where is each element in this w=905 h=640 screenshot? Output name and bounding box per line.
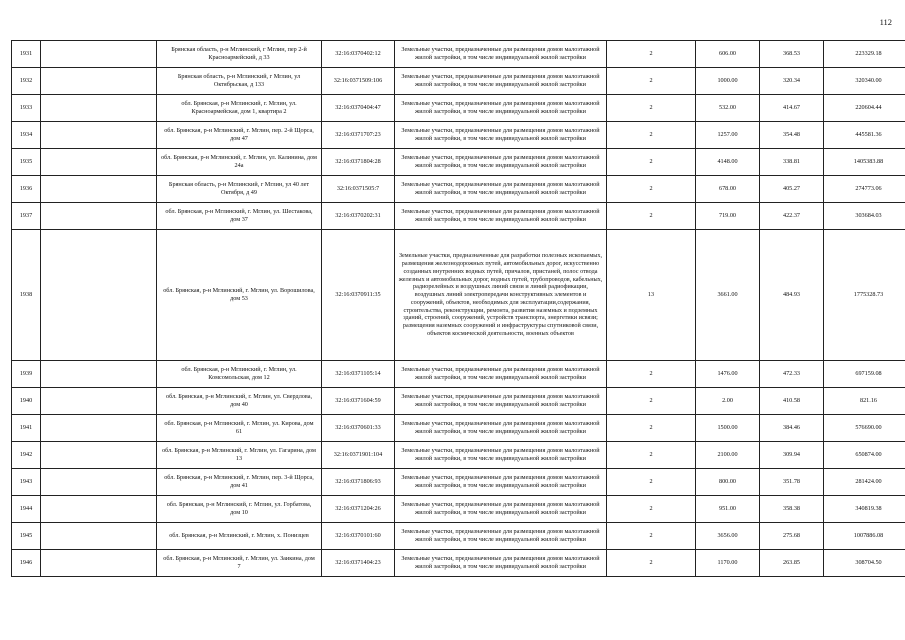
land-use-cell: Земельные участки, предназначенные для размещения домов малоэтажной жилой застройки, в том числе индивидуальной жилой застройки bbox=[395, 415, 607, 442]
row-number: 1934 bbox=[12, 122, 41, 149]
group-number-cell: 2 bbox=[607, 388, 696, 415]
area-cell: 951.00 bbox=[696, 496, 760, 523]
address-cell: обл. Брянская, р-н Мглинский, г. Мглин, ул. Гагарина, дом 13 bbox=[157, 442, 322, 469]
page-number: 112 bbox=[879, 17, 892, 27]
land-use-cell: Земельные участки, предназначенные для размещения домов малоэтажной жилой застройки, в том числе индивидуальной жилой застройки bbox=[395, 41, 607, 68]
address-cell: обл. Брянская, р-н Мглинский, г. Мглин, пер. 2-й Щорса, дом 47 bbox=[157, 122, 322, 149]
table-row bbox=[12, 523, 905, 550]
address-cell: Брянская область, р-н Мглинский, г Мглин, ул 40 лет Октября, д 49 bbox=[157, 176, 322, 203]
row-number: 1931 bbox=[12, 41, 41, 68]
specific-value-cell: 263.85 bbox=[760, 550, 824, 577]
area-cell: 800.00 bbox=[696, 469, 760, 496]
address-cell: обл. Брянская, р-н Мглинский, г. Мглин, ул. Комсомольская, дом 12 bbox=[157, 361, 322, 388]
table-row bbox=[12, 176, 905, 203]
specific-value-cell: 368.53 bbox=[760, 41, 824, 68]
blank-cell bbox=[41, 469, 157, 496]
area-cell: 719.00 bbox=[696, 203, 760, 230]
area-cell: 3656.00 bbox=[696, 523, 760, 550]
specific-value-cell: 422.37 bbox=[760, 203, 824, 230]
table-row bbox=[12, 496, 905, 523]
group-number-cell: 2 bbox=[607, 68, 696, 95]
land-use-cell: Земельные участки, предназначенные для размещения домов малоэтажной жилой застройки, в том числе индивидуальной жилой застройки bbox=[395, 176, 607, 203]
cadastral-number-cell: 32:16:0371707:23 bbox=[322, 122, 395, 149]
table-row bbox=[12, 388, 905, 415]
specific-value-cell: 338.81 bbox=[760, 149, 824, 176]
cadastral-value-cell: 576690.00 bbox=[824, 415, 905, 442]
cadastral-value-cell: 220604.44 bbox=[824, 95, 905, 122]
address-cell: Брянская область, р-н Мглинский, г Мглин, пер 2-й Красноармейский, д 33 bbox=[157, 41, 322, 68]
land-use-cell: Земельные участки, предназначенные для размещения домов малоэтажной жилой застройки, в том числе индивидуальной жилой застройки bbox=[395, 203, 607, 230]
cadastral-number-cell: 32:16:0370911:35 bbox=[322, 230, 395, 361]
row-number: 1945 bbox=[12, 523, 41, 550]
cadastral-value-cell: 1405383.88 bbox=[824, 149, 905, 176]
area-cell: 1476.00 bbox=[696, 361, 760, 388]
group-number-cell: 2 bbox=[607, 203, 696, 230]
row-number: 1941 bbox=[12, 415, 41, 442]
land-use-cell: Земельные участки, предназначенные для размещения домов малоэтажной жилой застройки, в том числе индивидуальной жилой застройки bbox=[395, 361, 607, 388]
land-use-cell: Земельные участки, предназначенные для размещения домов малоэтажной жилой застройки, в том числе индивидуальной жилой застройки bbox=[395, 95, 607, 122]
cadastral-number-cell: 32:16:0370101:60 bbox=[322, 523, 395, 550]
cadastral-value-table bbox=[11, 40, 905, 577]
specific-value-cell: 414.67 bbox=[760, 95, 824, 122]
land-use-cell: Земельные участки, предназначенные для разработки полезных ископаемых, размещения железнодорожных путей, автомобильных дорог, искусственно созданных внутренних водных путей, причалов, пристаней, полос отвода железных и автомобильных дорог, водных путей, трубопроводов, кабельных, радиорелейных и воздушных линий связи и линий радиофикации, воздушных линий электропередачи конструктивных элементов и сооружений, объектов, необходимых для эксплуатации,содержания, строительства, реконструкции, ремонта, развития наземных и подземных зданий, строений, сооружений, устройств транспорта, энергетики исвязи; размещения наземных сооружений и инфраструктуры спутниковой связи, объектов космической деятельности, военных объектов bbox=[395, 230, 607, 361]
area-cell: 1170.00 bbox=[696, 550, 760, 577]
cadastral-value-cell: 650874.00 bbox=[824, 442, 905, 469]
group-number-cell: 2 bbox=[607, 442, 696, 469]
cadastral-value-cell: 340819.38 bbox=[824, 496, 905, 523]
address-cell: обл. Брянская, р-н Мглинский, г. Мглин, ул. Свердлова, дом 40 bbox=[157, 388, 322, 415]
table-row bbox=[12, 550, 905, 577]
blank-cell bbox=[41, 550, 157, 577]
cadastral-number-cell: 32:16:0371804:28 bbox=[322, 149, 395, 176]
blank-cell bbox=[41, 41, 157, 68]
cadastral-value-cell: 1775328.73 bbox=[824, 230, 905, 361]
cadastral-number-cell: 32:16:0371509:106 bbox=[322, 68, 395, 95]
address-cell: обл. Брянская, р-н Мглинский, г. Мглин, ул. Кирова, дом 61 bbox=[157, 415, 322, 442]
specific-value-cell: 410.58 bbox=[760, 388, 824, 415]
blank-cell bbox=[41, 388, 157, 415]
land-use-cell: Земельные участки, предназначенные для размещения домов малоэтажной жилой застройки, в том числе индивидуальной жилой застройки bbox=[395, 68, 607, 95]
cadastral-number-cell: 32:16:0371901:104 bbox=[322, 442, 395, 469]
blank-cell bbox=[41, 442, 157, 469]
land-use-cell: Земельные участки, предназначенные для размещения домов малоэтажной жилой застройки, в том числе индивидуальной жилой застройки bbox=[395, 496, 607, 523]
land-use-cell: Земельные участки, предназначенные для размещения домов малоэтажной жилой застройки, в том числе индивидуальной жилой застройки bbox=[395, 388, 607, 415]
area-cell: 1257.00 bbox=[696, 122, 760, 149]
table-row bbox=[12, 149, 905, 176]
address-cell: обл. Брянская, р-н Мглинский, г. Мглин, х. Понизцев bbox=[157, 523, 322, 550]
row-number: 1932 bbox=[12, 68, 41, 95]
area-cell: 1500.00 bbox=[696, 415, 760, 442]
table-row bbox=[12, 203, 905, 230]
row-number: 1944 bbox=[12, 496, 41, 523]
table-row bbox=[12, 230, 905, 361]
blank-cell bbox=[41, 95, 157, 122]
area-cell: 2.00 bbox=[696, 388, 760, 415]
cadastral-number-cell: 32:16:0371806:93 bbox=[322, 469, 395, 496]
address-cell: обл. Брянская, р-н Мглинский, г. Мглин, ул. Заикина, дом 7 bbox=[157, 550, 322, 577]
address-cell: обл. Брянская, р-н Мглинский, г. Мглин, пер. 3-й Щорса, дом 41 bbox=[157, 469, 322, 496]
specific-value-cell: 405.27 bbox=[760, 176, 824, 203]
address-cell: обл. Брянская, р-н Мглинский, г. Мглин, ул. Ворошилова, дом 53 bbox=[157, 230, 322, 361]
row-number: 1936 bbox=[12, 176, 41, 203]
land-use-cell: Земельные участки, предназначенные для размещения домов малоэтажной жилой застройки, в том числе индивидуальной жилой застройки bbox=[395, 122, 607, 149]
specific-value-cell: 472.33 bbox=[760, 361, 824, 388]
group-number-cell: 2 bbox=[607, 415, 696, 442]
table-row bbox=[12, 41, 905, 68]
row-number: 1938 bbox=[12, 230, 41, 361]
row-number: 1939 bbox=[12, 361, 41, 388]
table-row bbox=[12, 361, 905, 388]
area-cell: 606.00 bbox=[696, 41, 760, 68]
area-cell: 1000.00 bbox=[696, 68, 760, 95]
blank-cell bbox=[41, 496, 157, 523]
cadastral-number-cell: 32:16:0371204:26 bbox=[322, 496, 395, 523]
group-number-cell: 2 bbox=[607, 523, 696, 550]
group-number-cell: 2 bbox=[607, 95, 696, 122]
group-number-cell: 2 bbox=[607, 41, 696, 68]
row-number: 1935 bbox=[12, 149, 41, 176]
table-row bbox=[12, 95, 905, 122]
row-number: 1940 bbox=[12, 388, 41, 415]
area-cell: 4148.00 bbox=[696, 149, 760, 176]
address-cell: обл. Брянская, р-н Мглинский, г. Мглин, ул. Шестакова, дом 37 bbox=[157, 203, 322, 230]
specific-value-cell: 320.34 bbox=[760, 68, 824, 95]
table-row bbox=[12, 68, 905, 95]
group-number-cell: 2 bbox=[607, 176, 696, 203]
address-cell: обл. Брянская, р-н Мглинский, г. Мглин, ул. Калинина, дом 24а bbox=[157, 149, 322, 176]
cadastral-value-cell: 445581.36 bbox=[824, 122, 905, 149]
group-number-cell: 2 bbox=[607, 361, 696, 388]
cadastral-number-cell: 32:16:0371105:14 bbox=[322, 361, 395, 388]
cadastral-value-cell: 308704.50 bbox=[824, 550, 905, 577]
land-use-cell: Земельные участки, предназначенные для размещения домов малоэтажной жилой застройки, в том числе индивидуальной жилой застройки bbox=[395, 550, 607, 577]
address-cell: обл. Брянская, р-н Мглинский, г. Мглин, ул. Красноармейская, дом 1, квартира 2 bbox=[157, 95, 322, 122]
row-number: 1942 bbox=[12, 442, 41, 469]
blank-cell bbox=[41, 68, 157, 95]
row-number: 1943 bbox=[12, 469, 41, 496]
land-use-cell: Земельные участки, предназначенные для размещения домов малоэтажной жилой застройки, в том числе индивидуальной жилой застройки bbox=[395, 149, 607, 176]
cadastral-value-cell: 281424.00 bbox=[824, 469, 905, 496]
blank-cell bbox=[41, 230, 157, 361]
area-cell: 3661.00 bbox=[696, 230, 760, 361]
specific-value-cell: 484.93 bbox=[760, 230, 824, 361]
address-cell: Брянская область, р-н Мглинский, г Мглин, ул Октябрьская, д 133 bbox=[157, 68, 322, 95]
group-number-cell: 2 bbox=[607, 496, 696, 523]
cadastral-value-cell: 274773.06 bbox=[824, 176, 905, 203]
row-number: 1946 bbox=[12, 550, 41, 577]
address-cell: обл. Брянская, р-н Мглинский, г. Мглин, ул. Горбатова, дом 10 bbox=[157, 496, 322, 523]
cadastral-value-cell: 303684.03 bbox=[824, 203, 905, 230]
land-use-cell: Земельные участки, предназначенные для размещения домов малоэтажной жилой застройки, в том числе индивидуальной жилой застройки bbox=[395, 469, 607, 496]
group-number-cell: 2 bbox=[607, 149, 696, 176]
land-use-cell: Земельные участки, предназначенные для размещения домов малоэтажной жилой застройки, в том числе индивидуальной жилой застройки bbox=[395, 523, 607, 550]
group-number-cell: 2 bbox=[607, 122, 696, 149]
cadastral-number-cell: 32:16:0370402:12 bbox=[322, 41, 395, 68]
cadastral-number-cell: 32:16:0370202:31 bbox=[322, 203, 395, 230]
blank-cell bbox=[41, 415, 157, 442]
blank-cell bbox=[41, 203, 157, 230]
cadastral-value-cell: 821.16 bbox=[824, 388, 905, 415]
cadastral-number-cell: 32:16:0371404:23 bbox=[322, 550, 395, 577]
cadastral-value-cell: 697159.08 bbox=[824, 361, 905, 388]
cadastral-number-cell: 32:16:0370601:33 bbox=[322, 415, 395, 442]
area-cell: 2100.00 bbox=[696, 442, 760, 469]
blank-cell bbox=[41, 361, 157, 388]
specific-value-cell: 351.78 bbox=[760, 469, 824, 496]
table-row bbox=[12, 122, 905, 149]
cadastral-number-cell: 32:16:0370404:47 bbox=[322, 95, 395, 122]
group-number-cell: 2 bbox=[607, 550, 696, 577]
specific-value-cell: 384.46 bbox=[760, 415, 824, 442]
area-cell: 532.00 bbox=[696, 95, 760, 122]
table-row bbox=[12, 469, 905, 496]
blank-cell bbox=[41, 122, 157, 149]
cadastral-value-cell: 223329.18 bbox=[824, 41, 905, 68]
specific-value-cell: 354.48 bbox=[760, 122, 824, 149]
group-number-cell: 2 bbox=[607, 469, 696, 496]
table-row bbox=[12, 415, 905, 442]
cadastral-value-cell: 320340.00 bbox=[824, 68, 905, 95]
specific-value-cell: 358.38 bbox=[760, 496, 824, 523]
cadastral-number-cell: 32:16:0371604:59 bbox=[322, 388, 395, 415]
blank-cell bbox=[41, 523, 157, 550]
group-number-cell: 13 bbox=[607, 230, 696, 361]
specific-value-cell: 309.94 bbox=[760, 442, 824, 469]
cadastral-number-cell: 32:16:0371505:7 bbox=[322, 176, 395, 203]
row-number: 1933 bbox=[12, 95, 41, 122]
blank-cell bbox=[41, 176, 157, 203]
specific-value-cell: 275.68 bbox=[760, 523, 824, 550]
blank-cell bbox=[41, 149, 157, 176]
row-number: 1937 bbox=[12, 203, 41, 230]
table-row bbox=[12, 442, 905, 469]
land-use-cell: Земельные участки, предназначенные для размещения домов малоэтажной жилой застройки, в том числе индивидуальной жилой застройки bbox=[395, 442, 607, 469]
cadastral-value-cell: 1007886.08 bbox=[824, 523, 905, 550]
area-cell: 678.00 bbox=[696, 176, 760, 203]
